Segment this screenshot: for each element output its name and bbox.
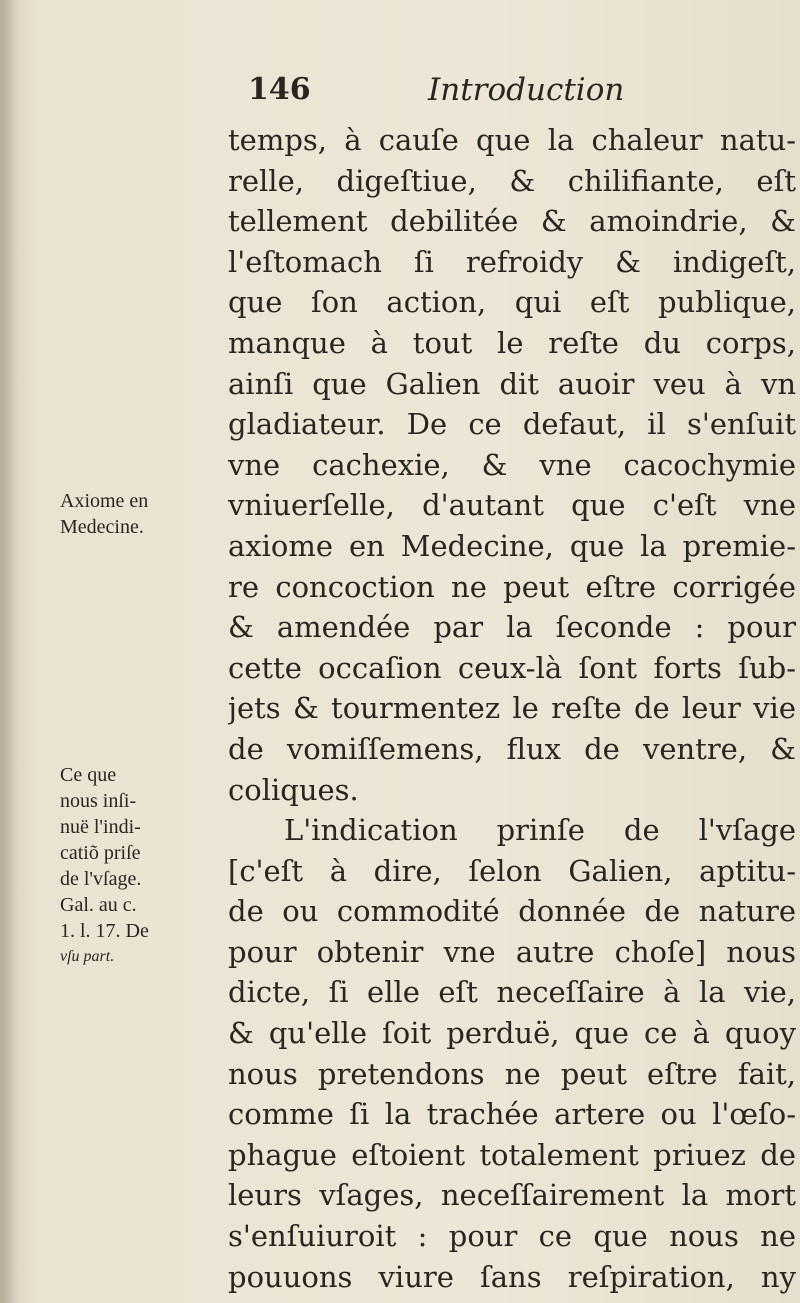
page-number: 146 — [248, 72, 311, 107]
page-gutter-shadow — [0, 0, 18, 1303]
text-line: relle, digeſtiue, & chilifiante, eſt — [228, 163, 796, 198]
page-header — [248, 70, 648, 114]
text-line: nous pretendons ne peut eſtre fait, — [228, 1056, 796, 1091]
text-line: pour obtenir vne autre choſe] nous — [228, 934, 796, 969]
margin-note-line: Gal. au c. — [60, 894, 137, 916]
margin-note-line: Axiome en — [60, 490, 149, 512]
text-line: [c'eſt à dire, ſelon Galien, aptitu- — [228, 853, 796, 888]
text-line: gladiateur. De ce defaut, il s'enſuit — [228, 407, 796, 442]
margin-note-line: Medecine. — [60, 516, 144, 538]
text-line: re concoction ne peut eſtre corrigée — [228, 569, 796, 604]
text-line: comme ſi la trachée artere ou l'œſo- — [228, 1097, 796, 1132]
text-line: L'indication prinſe de l'vſage — [284, 813, 796, 848]
margin-note-axiome — [60, 488, 232, 540]
text-line: vne cachexie, & vne cacochymie — [228, 447, 796, 482]
text-line: que ſon action, qui eſt publique, — [228, 285, 796, 320]
text-line: & qu'elle ſoit perduë, que ce à quoy — [228, 1016, 796, 1051]
body-text — [228, 120, 796, 1297]
margin-note-line: catiõ priſe — [60, 842, 141, 864]
text-line: pouuons viure ſans reſpiration, ny — [228, 1259, 796, 1294]
text-line: tellement debilitée & amoindrie, & — [228, 204, 796, 239]
text-line: cette occaſion ceux-là ſont forts ſub- — [228, 650, 796, 685]
margin-note-usage — [60, 762, 232, 970]
text-line: jets & tourmentez le reſte de leur vie — [228, 691, 796, 726]
running-head: Introduction — [428, 72, 625, 108]
margin-note-line: 1. l. 17. De — [60, 920, 149, 942]
margin-note-line: nuë l'indi- — [60, 816, 141, 838]
text-line: axiome en Medecine, que la premie- — [228, 528, 796, 563]
text-line: vniuerſelle, d'autant que c'eſt vne — [228, 488, 796, 523]
text-line: & amendée par la ſeconde : pour — [228, 610, 796, 645]
text-line: coliques. — [228, 772, 359, 807]
text-line: de ou commodité donnée de nature — [228, 894, 796, 929]
margin-note-line: Ce que — [60, 764, 117, 786]
text-line: manque à tout le reſte du corps, — [228, 325, 796, 360]
margin-note-line: de l'vſage. — [60, 868, 142, 890]
text-line: dicte, ſi elle eſt neceſſaire à la vie, — [228, 975, 796, 1010]
text-line: s'enſuiuroit : pour ce que nous ne — [228, 1219, 796, 1254]
text-line: temps, à cauſe que la chaleur natu- — [228, 123, 796, 157]
text-line: l'eſtomach ſi refroidy & indigeſt, — [228, 244, 796, 279]
text-line: phague eſtoient totalement priuez de — [228, 1137, 796, 1172]
margin-note-line: nous inſi- — [60, 790, 137, 812]
text-line: de vomiſſemens, flux de ventre, & — [228, 731, 796, 766]
text-line: ainſi que Galien dit auoir veu à vn — [228, 366, 796, 401]
margin-note-line: vſu part. — [60, 948, 115, 965]
text-line: leurs vſages, neceſſairement la mort — [228, 1178, 796, 1213]
